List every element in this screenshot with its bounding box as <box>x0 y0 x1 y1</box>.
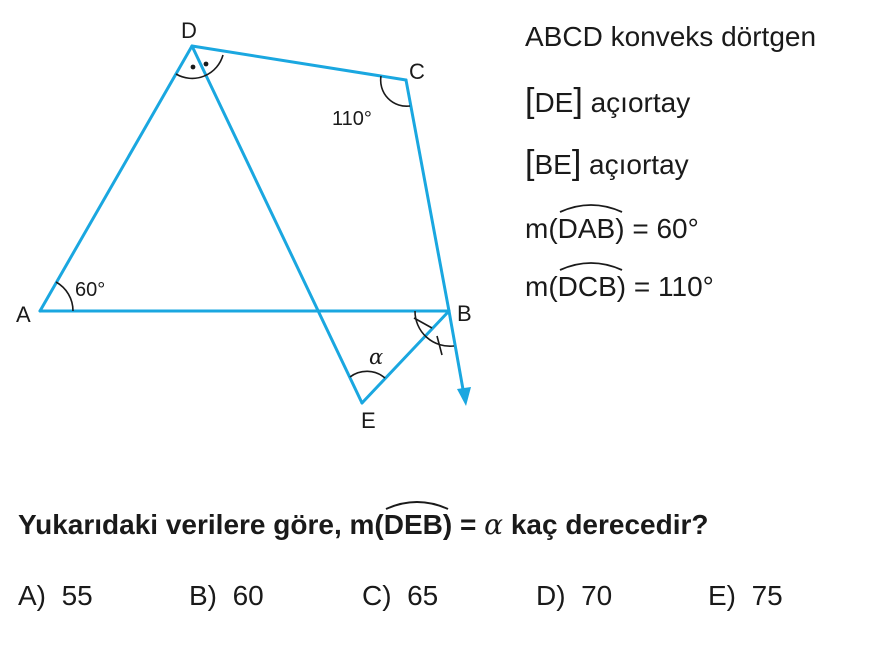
paren-close: ) <box>616 271 627 302</box>
given-quadrilateral: ABCD konveks dörtgen <box>525 21 817 52</box>
option-value: 75 <box>751 580 783 611</box>
segment-AD <box>40 46 192 311</box>
segment-name-BE: BE <box>534 149 572 180</box>
segment-bracket-close: ] <box>573 82 583 120</box>
option-e[interactable] <box>708 580 783 612</box>
option-value: 60 <box>232 580 264 611</box>
segment-name-DE: DE <box>534 87 574 118</box>
given-line-4 <box>525 212 699 246</box>
angle-name-DEB <box>384 509 443 541</box>
point-label-B: B <box>457 301 472 326</box>
angle-name-text: DAB <box>557 213 616 244</box>
measure-value: = 60° <box>632 213 699 244</box>
option-letter: D) <box>536 580 566 611</box>
option-a[interactable] <box>18 580 93 612</box>
option-b[interactable] <box>189 580 264 612</box>
angle-arc-E <box>350 371 385 378</box>
segment-bracket-open: [ <box>525 82 535 120</box>
angle-name-DAB <box>558 212 616 246</box>
angle-dot-D2 <box>204 62 209 67</box>
question-tail: kaç derecedir? <box>510 509 709 540</box>
option-value: 65 <box>407 580 439 611</box>
bisector-text: açıortay <box>590 87 691 118</box>
angle-name-text: DCB <box>557 271 617 302</box>
point-label-C: C <box>409 59 425 84</box>
point-label-D: D <box>181 18 197 43</box>
segment-DE <box>192 46 362 403</box>
option-value: 70 <box>581 580 613 611</box>
arrowhead <box>457 387 471 406</box>
bisector-text: açıortay <box>589 149 689 180</box>
arc-hat-icon <box>558 258 624 272</box>
angle-label-C: 110° <box>332 108 372 130</box>
paren-open: ( <box>548 271 558 302</box>
given-line-3 <box>525 146 689 182</box>
given-line-5 <box>525 270 714 304</box>
paren-open: ( <box>374 509 384 540</box>
paren-open: ( <box>548 213 558 244</box>
measure-value: = 110° <box>633 271 714 302</box>
option-letter: A) <box>18 580 46 611</box>
quadrilateral-figure <box>0 0 510 440</box>
segment-DC <box>192 46 406 80</box>
option-letter: E) <box>708 580 736 611</box>
angle-arc-A <box>56 282 73 311</box>
point-label-E: E <box>361 408 376 433</box>
angle-dot-D1 <box>191 65 196 70</box>
option-c[interactable] <box>362 580 438 612</box>
segment-CB <box>406 80 449 311</box>
question-equals: = <box>459 509 477 540</box>
option-d[interactable] <box>536 580 612 612</box>
arc-hat-icon <box>384 497 450 511</box>
angle-name-DCB <box>558 270 617 304</box>
measure-m: m <box>525 213 549 244</box>
angle-name-text: DEB <box>383 509 443 540</box>
angle-label-E: α <box>369 345 384 369</box>
segment-bracket-close: ] <box>571 144 582 182</box>
given-line-1 <box>525 20 816 54</box>
option-letter: B) <box>189 580 217 611</box>
alpha-symbol: α <box>484 508 504 541</box>
question-text <box>18 508 709 541</box>
measure-m: m <box>525 271 549 302</box>
paren-close: ) <box>615 213 625 244</box>
angle-label-A: 60° <box>75 279 106 301</box>
segment-bracket-open: [ <box>525 144 535 182</box>
option-value: 55 <box>61 580 93 611</box>
option-letter: C) <box>362 580 392 611</box>
arc-hat-icon <box>558 200 624 214</box>
paren-close: ) <box>442 509 453 540</box>
point-label-A: A <box>16 302 31 327</box>
question-lead: Yukarıdaki verilere göre, m <box>18 509 375 540</box>
given-line-2 <box>525 84 690 120</box>
